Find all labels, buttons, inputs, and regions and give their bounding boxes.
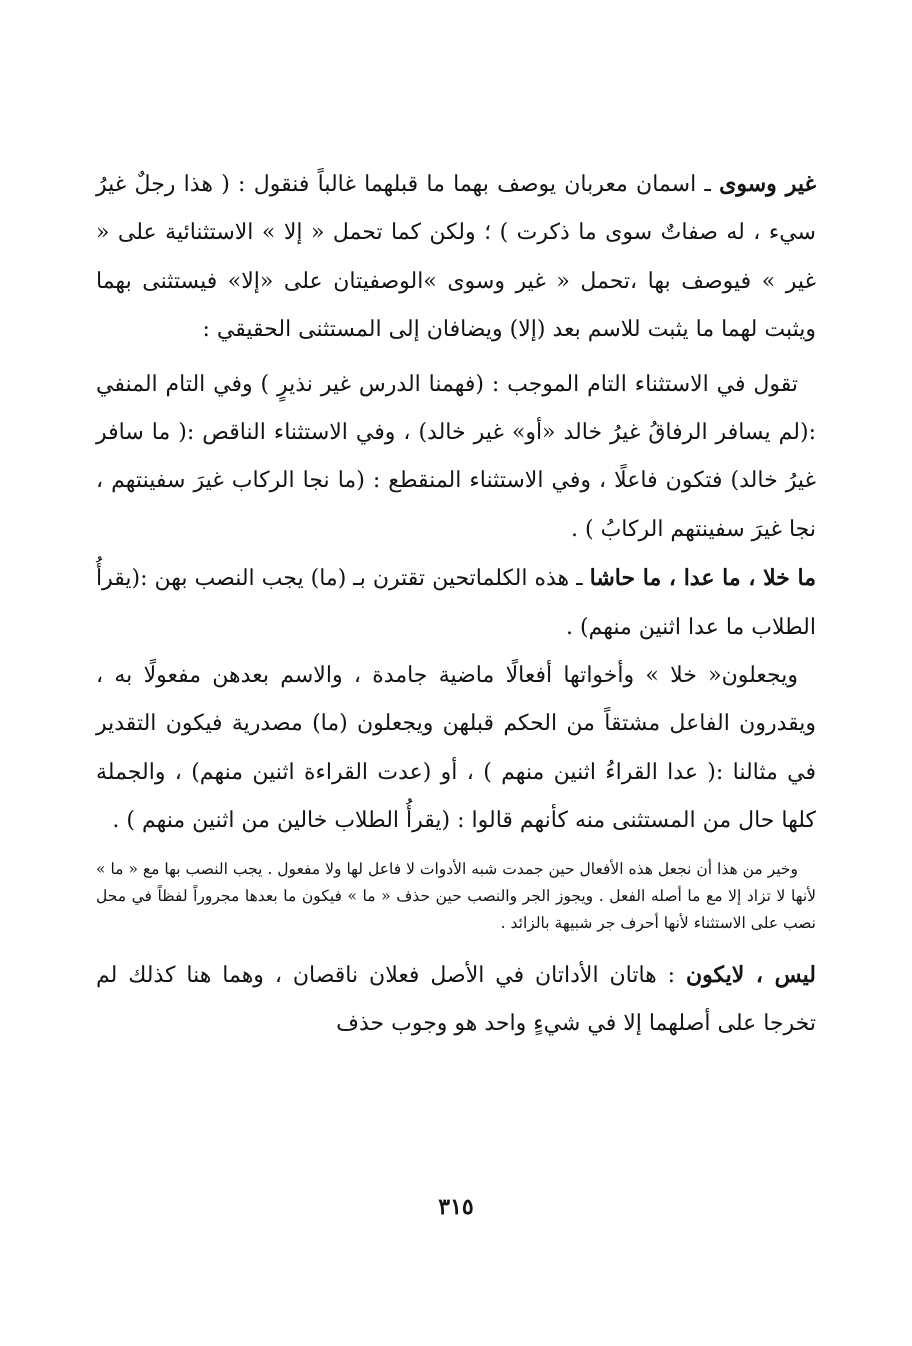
paragraph-text: ويجعلون« خلا » وأخواتها أفعالًا ماضية جامدة ، والاسم بعدهن مفعولًا به ، ويقدرون الفاعل مشتقاً من الحكم قبلهن ويجعلون (ما) مصدرية فيكون التقدير في مثالنا :( عدا القراءُ اثنين منهم ) ، أو (عدت القراءة اثنين منهم) ، والجملة كلها حال من المستثنى منه كأنهم قالوا : (يقرأُ الطلاب خالين من اثنين منهم ) . xyxy=(96,663,816,834)
paragraph-explanation xyxy=(96,652,816,846)
paragraph-laysa xyxy=(96,951,816,1049)
paragraph-ma-khala xyxy=(96,554,816,652)
page-content xyxy=(96,160,816,1049)
term-ghayr-wa-siwa: غير وسوى xyxy=(719,171,816,197)
paragraph-text: ـ هذه الكلماتحين تقترن بـ (ما) يجب النصب بهن :(يقرأُ الطلاب ما عدا اثنين منهم) . xyxy=(96,566,816,640)
paragraph-text: ـ اسمان معربان يوصف بهما ما قبلهما غالباً فنقول : ( هذا رجلٌ غيرُ سيء ، له صفاتٌ سوى ما ذكرت ) ؛ ولكن كما تحمل « إلا » الاستثنائية على « غير » فيوصف بها ،تحمل « غير وسوى »الوصفيتان على «إلا» فيستثنى بهما ويثبت لهما ما يثبت للاسم بعد (إلا) ويضافان إلى المستثنى الحقيقي : xyxy=(96,172,816,343)
page-number: ٣١٥ xyxy=(438,1194,474,1220)
footnote: وخير من هذا أن نجعل هذه الأفعال حين جمدت شبه الأدوات لا فاعل لها ولا مفعول . يجب النصب بها مع « ما » لأنها لا تزاد إلا مع ما أصله الفعل . ويجوز الجر والنصب حين حذف « ما » فيكون ما بعدها مجروراً لفظاً في محل نصب على الاستثناء لأنها أحرف جر شبيهة بالزائد . xyxy=(96,859,816,932)
term-ma-khala: ما خلا ، ما عدا ، ما حاشا xyxy=(589,565,816,592)
paragraph-examples xyxy=(96,361,816,555)
paragraph-text: تقول في الاستثناء التام الموجب : (فهمنا الدرس غير نذيرٍ ) وفي التام المنفي :(لم يسافر الرفاقُ غيرُ خالد «أو» غير خالد) ، وفي الاستثناء الناقص :( ما سافر غيرُ خالد) فتكون فاعلًا ، وفي الاستثناء المنقطع : (ما نجا الركاب غيرَ سفينتهم ، نجا غيرَ سفينتهم الركابُ ) . xyxy=(96,371,816,542)
term-laysa: ليس ، لايكون xyxy=(686,961,816,988)
paragraph-ghayr-wa-siwa xyxy=(96,160,816,355)
paragraph-text: : هاتان الأداتان في الأصل فعلان ناقصان ، وهما هنا كذلك لم تخرجا على أصلهما إلا في شيءٍ واحد هو وجوب حذف xyxy=(96,962,816,1037)
